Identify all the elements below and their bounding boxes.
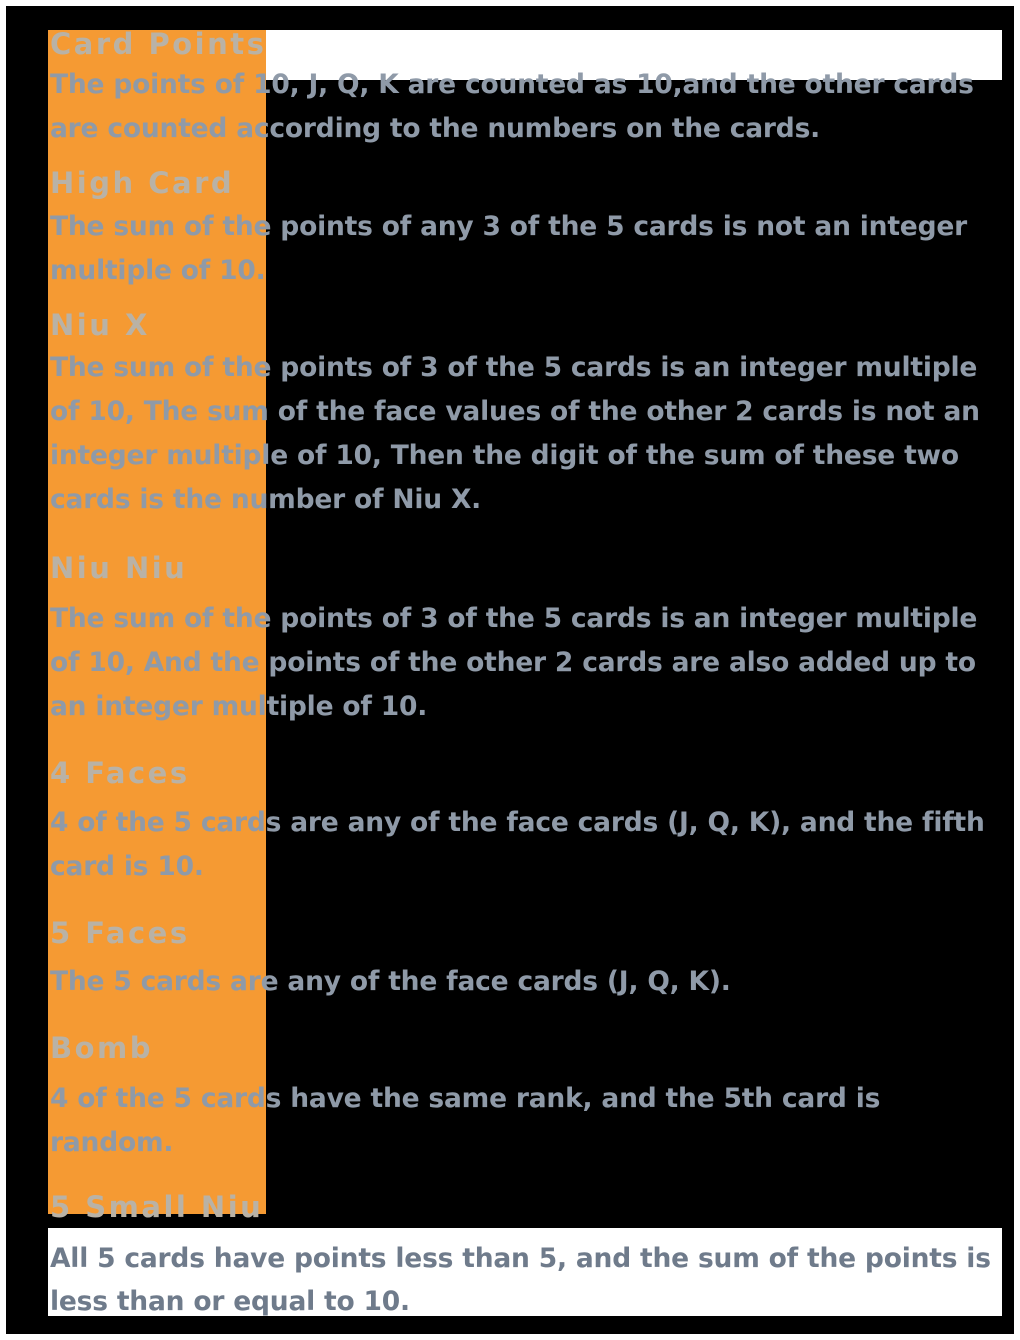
section-bomb bbox=[50, 1032, 1002, 1165]
section-body: The 5 cards are any of the face cards (J, Q, K). bbox=[50, 965, 731, 997]
section-niu-x bbox=[50, 309, 1002, 522]
rules-content bbox=[50, 28, 1002, 1324]
section-5-small-niu bbox=[50, 1191, 1002, 1324]
section-body: The sum of the points of 3 of the 5 cards is an integer multiple of 10, And the points of the other 2 cards are also added up to an integer multiple of 10. bbox=[50, 603, 978, 723]
section-body: 4 of the 5 cards are any of the face cards (J, Q, K), and the fifth card is 10. bbox=[50, 806, 985, 882]
section-high-card bbox=[50, 167, 1002, 292]
section-heading: 4 Faces bbox=[50, 756, 190, 791]
section-niu-niu bbox=[50, 552, 1002, 729]
section-body: The sum of the points of any 3 of the 5 cards is not an integer multiple of 10. bbox=[50, 210, 967, 286]
section-heading: Niu X bbox=[50, 307, 150, 342]
section-4-faces bbox=[50, 757, 1002, 888]
section-body: 4 of the 5 cards have the same rank, and the 5th card is random. bbox=[50, 1083, 881, 1159]
section-heading: Card Points bbox=[50, 27, 267, 61]
section-heading: 5 Small Niu bbox=[50, 1190, 264, 1225]
section-body: The points of 10, J, Q, K are counted as 10,and the other cards are counted according to the numbers on the cards. bbox=[50, 69, 974, 145]
section-heading: Bomb bbox=[50, 1030, 154, 1065]
section-5-faces bbox=[50, 917, 1002, 1004]
section-heading: 5 Faces bbox=[50, 915, 190, 950]
section-body: All 5 cards have points less than 5, and the sum of the points is less than or equal to 10. bbox=[50, 1242, 991, 1318]
section-body: The sum of the points of 3 of the 5 cards is an integer multiple of 10, The sum of the face values of the other 2 cards is not an integer multiple of 10, Then the digit of the sum of these two cards is the number of Niu X. bbox=[50, 351, 980, 515]
section-card-points bbox=[50, 28, 1002, 151]
section-heading: High Card bbox=[50, 166, 235, 201]
section-heading: Niu Niu bbox=[50, 550, 188, 585]
